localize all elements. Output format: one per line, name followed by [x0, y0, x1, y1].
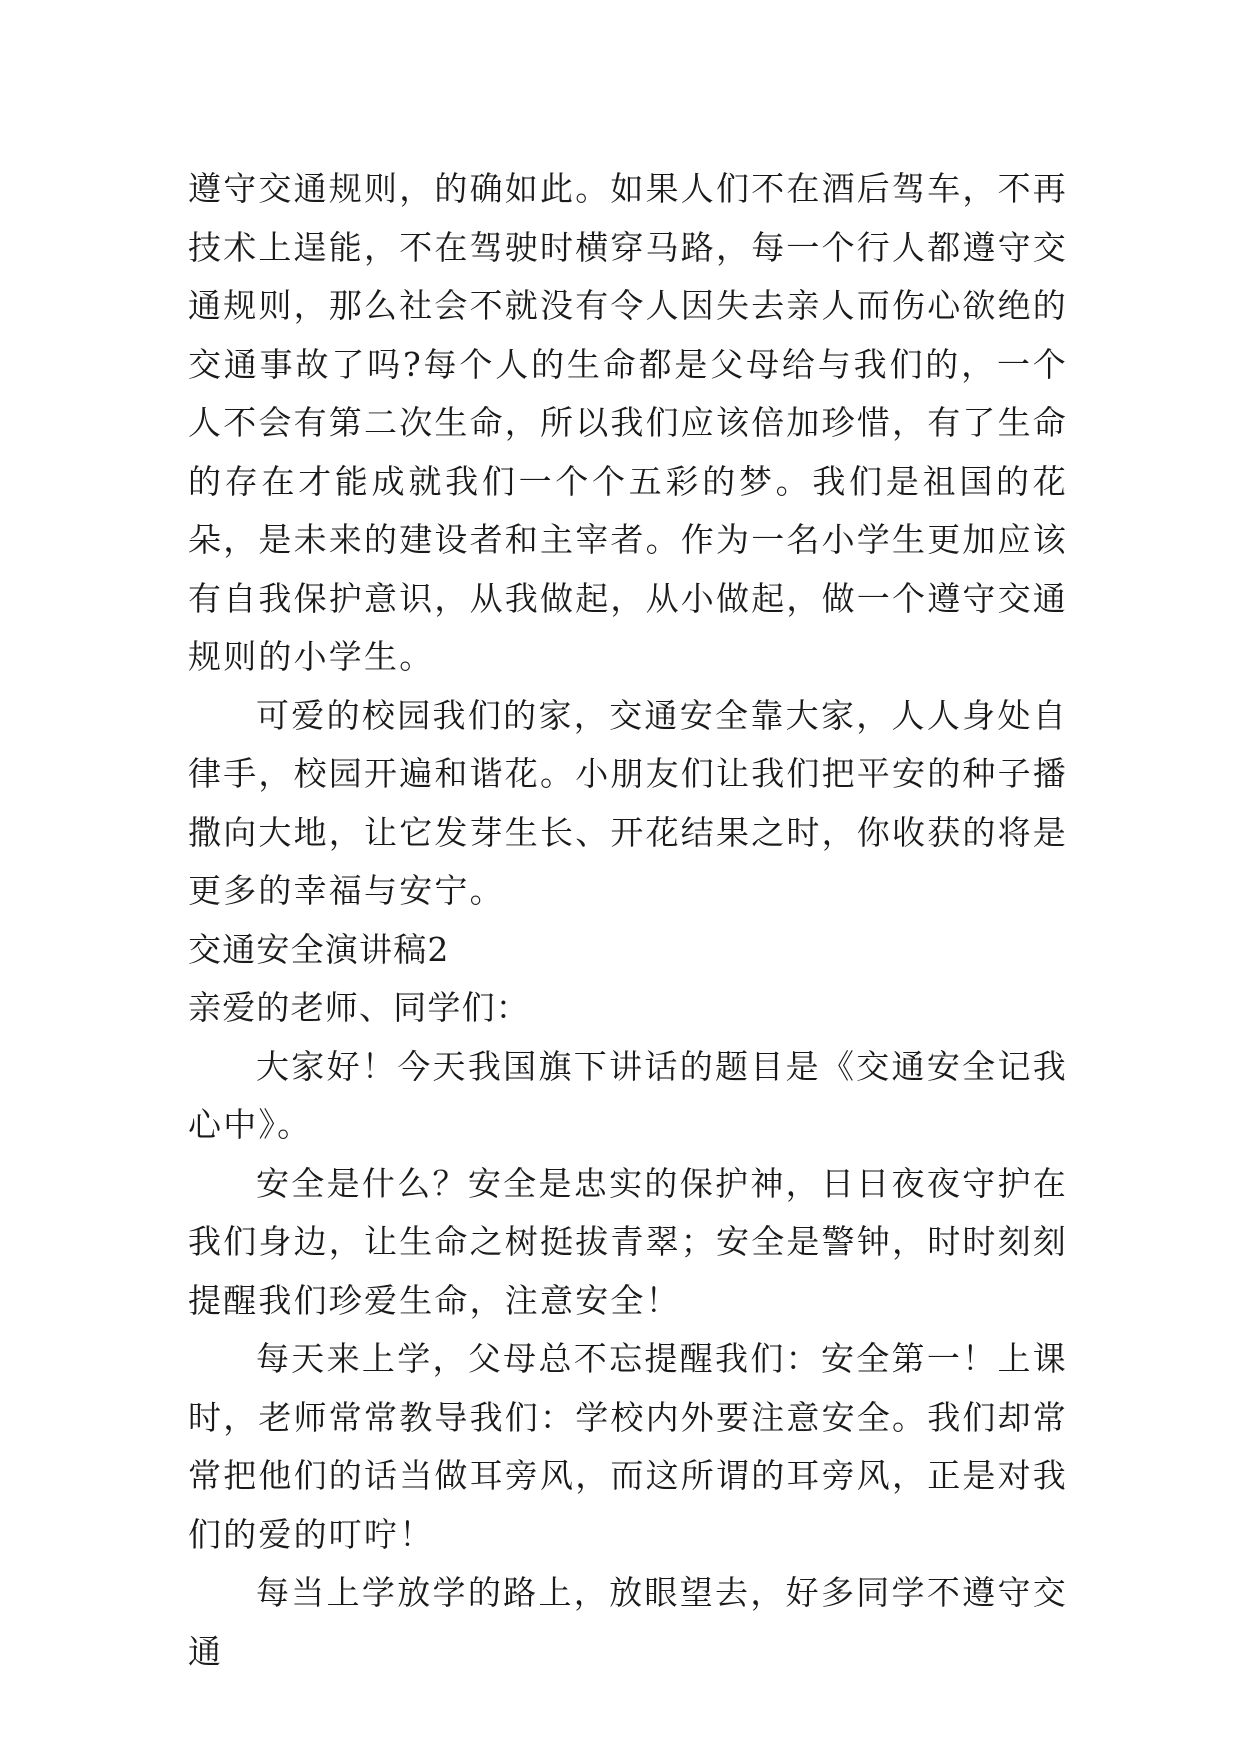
- salutation: 亲爱的老师、同学们：: [188, 988, 530, 1027]
- paragraph-what-is-safety: 安全是什么？安全是忠实的保护神，日日夜夜守护在我们身边，让生命之树挺拔青翠；安全是警钟，时时刻刻提醒我们珍爱生命，注意安全！: [188, 1163, 1068, 1320]
- paragraph-campus-home: 可爱的校园我们的家，交通安全靠大家，人人身处自律手，校园开遍和谐花。小朋友们让我们把平安的种子播撒向大地，让它发芽生长、开花结果之时，你收获的将是更多的幸福与安宁。: [188, 695, 1068, 910]
- document-body: [188, 160, 1068, 1681]
- paragraph-greeting: 大家好！今天我国旗下讲话的题目是《交通安全记我心中》。: [188, 1046, 1068, 1144]
- paragraph-traffic-rules: 遵守交通规则，的确如此。如果人们不在酒后驾车，不再技术上逞能，不在驾驶时横穿马路，每一个行人都遵守交通规则，那么社会不就没有令人因失去亲人而伤心欲绝的交通事故了吗?每个人的生命都是父母给与我们的，一个人不会有第二次生命，所以我们应该倍加珍惜，有了生命的存在才能成就我们一个个五彩的梦。我们是祖国的花朵，是未来的建设者和主宰者。作为一名小学生更加应该有自我保护意识，从我做起，从小做起，做一个遵守交通规则的小学生。: [188, 169, 1068, 676]
- paragraph-on-the-road: 每当上学放学的路上，放眼望去，好多同学不遵守交通: [188, 1573, 1068, 1671]
- paragraph-parents-teachers: 每天来上学，父母总不忘提醒我们：安全第一！上课时，老师常常教导我们：学校内外要注意安全。我们却常常把他们的话当做耳旁风，而这所谓的耳旁风，正是对我们的爱的叮咛！: [188, 1339, 1068, 1554]
- section-heading: 交通安全演讲稿2: [188, 929, 450, 969]
